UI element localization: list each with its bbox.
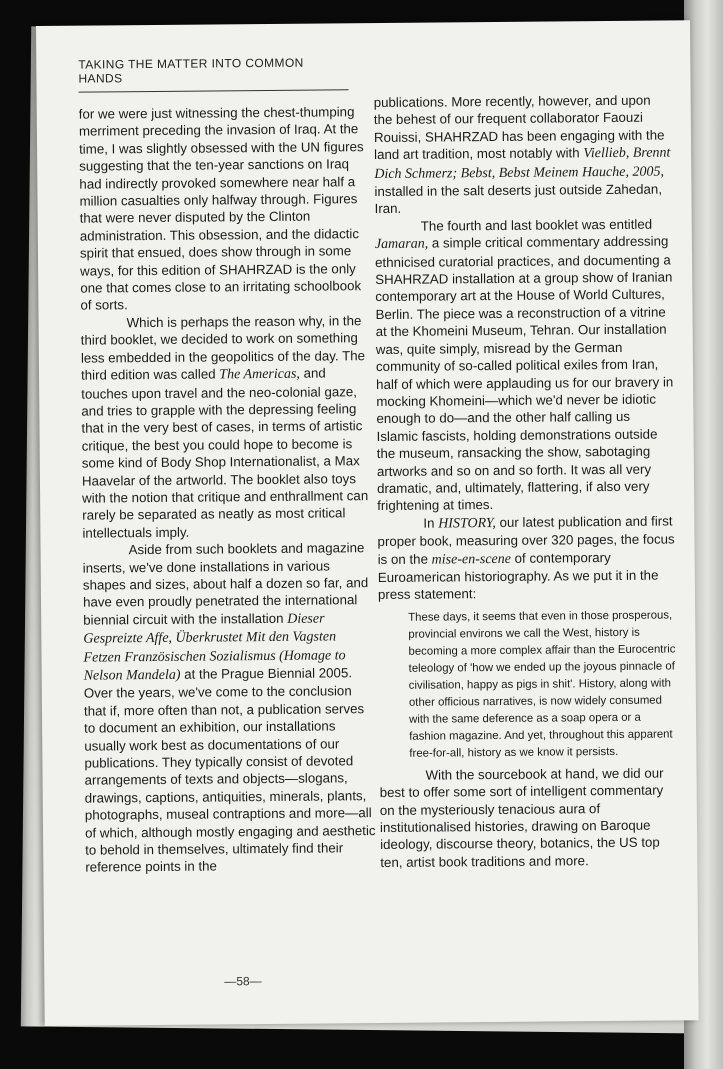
- book-page: [36, 20, 699, 1026]
- page-number: —58—: [224, 974, 262, 989]
- paragraph: [374, 91, 673, 217]
- book-title: HISTORY,: [438, 515, 496, 532]
- paragraph: [377, 512, 676, 604]
- paragraph-text: The fourth and last booklet was entitled: [420, 216, 653, 234]
- paragraph: [79, 103, 373, 314]
- paragraph-text: our latest publication and first proper book, measuring over 320 pages, the focus is on the: [377, 513, 675, 567]
- paragraph-text: In: [423, 515, 439, 531]
- paragraph-text: of contemporary Euroamerican historiography. As we put it in the press statement:: [377, 549, 659, 603]
- installation-title: Dieser Gespreizte Affe, Überkrustet Mit den Vagsten Fetzen Französischen Sozialismus (Homage to Nelson Mandela): [83, 611, 346, 684]
- paragraph-text: installed in the salt deserts just outside Zahedan, Iran.: [374, 181, 663, 217]
- paragraph: [375, 215, 676, 514]
- left-column: [79, 103, 378, 876]
- term: mise-en-scene: [431, 551, 511, 568]
- paragraph-text: Aside from such booklets and magazine inserts, we've done installations in various shapes and sizes, about half a dozen so far, and have even proudly penetrated the international biennial circuit with the installation: [82, 540, 369, 628]
- paragraph-text: for we were just witnessing the chest-thumping merriment preceding the invasion of Iraq. At the time, I was slightly obsessed with the UN figures suggesting that the ten-year sanctions on Iraq had indirectly provoked somewhere near half a million casualties only halfway through. Figures that were never disputed by the Clinton administration. This obsession, and the didactic spirit that ensued, does show through in some ways, for this edition of SHAHRZAD is the only one that comes close to an irritating schoolbook of sorts.: [78, 104, 364, 314]
- block-quote: These days, it seems that even in those prosperous, provincial environs we call the West, history is becoming a more complex affair than the Eurocentric teleology of 'how we ended up the joyous pinnacle of civilisation, happy as pigs in shit'. History, along with other officious narratives, is now widely consumed with the same deference as a soap opera or a fashion magazine. And yet, throughout this apparent free-for-all, history as we know it persists.: [408, 609, 676, 760]
- booklet-title: The Americas,: [219, 366, 300, 383]
- paragraph-text: at the Prague Biennial 2005. Over the years, we've come to the conclusion that if, more often than not, a publication serves to document an exhibition, our installations usually work best as documentations of our publications. They typically consist of devoted arrangements of texts and objects—slogans, drawings, captions, antiquities, minerals, plants, photographs, museal contraptions and more—all of which, although mostly engaging and aesthetic to behold in themselves, ultimately find their reference points in the: [83, 665, 376, 876]
- running-head: TAKING THE MATTER INTO COMMON HANDS: [78, 55, 348, 92]
- paragraph-text: a simple critical commentary addressing ethnicised curatorial practices, and documenting a SHAHRZAD installation at a group show of Iranian contemporary art at the House of World Cultures, Berlin. The piece was a reconstruction of a vitrine at the Khomeini Museum, Tehran. Our installation was, quite simply, misread by the German community of so-called political exiles from Iran, half of which were applauding us for our bravery in mocking Khomeini—which we'd never be idiotic enough to do—and the other half calling us Islamic fascists, holding demonstrations outside the museum, ransacking the show, sabotaging artworks and so on and so forth. It was all very dramatic, and, ultimately, flattering, if also very frightening at times.: [375, 233, 674, 514]
- paragraph-text: publications. More recently, however, and upon the behest of our frequent collaborator Faouzi Rouissi, SHAHRZAD has been engaging with the land art tradition, most notably with: [373, 92, 665, 163]
- right-column: [374, 91, 679, 871]
- paragraph: [83, 539, 378, 876]
- paragraph-text: With the sourcebook at hand, we did our best to offer some sort of intelligent commentary on the mysteriously tenacious aura of institutionalised histories, drawing on Baroque ideology, discourse theory, botanics, the US top ten, artist book traditions and more.: [379, 765, 664, 870]
- paragraph-text: and touches upon travel and the neo-colonial gaze, and tries to grapple with the depressing feeling that in the very best of cases, in terms of artistic critique, the best you could hope to become is some kind of Body Shop Internationalist, a Max Haavelar of the artworld. The booklet also toys with the notion that critique and enthrallment can rarely be separated as neatly as most critical intellectuals imply.: [81, 365, 369, 541]
- paragraph: [379, 764, 678, 871]
- booklet-title: Jamaran,: [374, 236, 429, 253]
- paragraph: [81, 312, 375, 542]
- installation-title: Viellieb, Brennt Dich Schmerz; Bebst, Bebst Meinem Hauche, 2005,: [374, 145, 671, 182]
- paragraph-text: Which is perhaps the reason why, in the third booklet, we decided to work on something less embedded in the geopolitics of the day. The third edition was called: [80, 313, 366, 383]
